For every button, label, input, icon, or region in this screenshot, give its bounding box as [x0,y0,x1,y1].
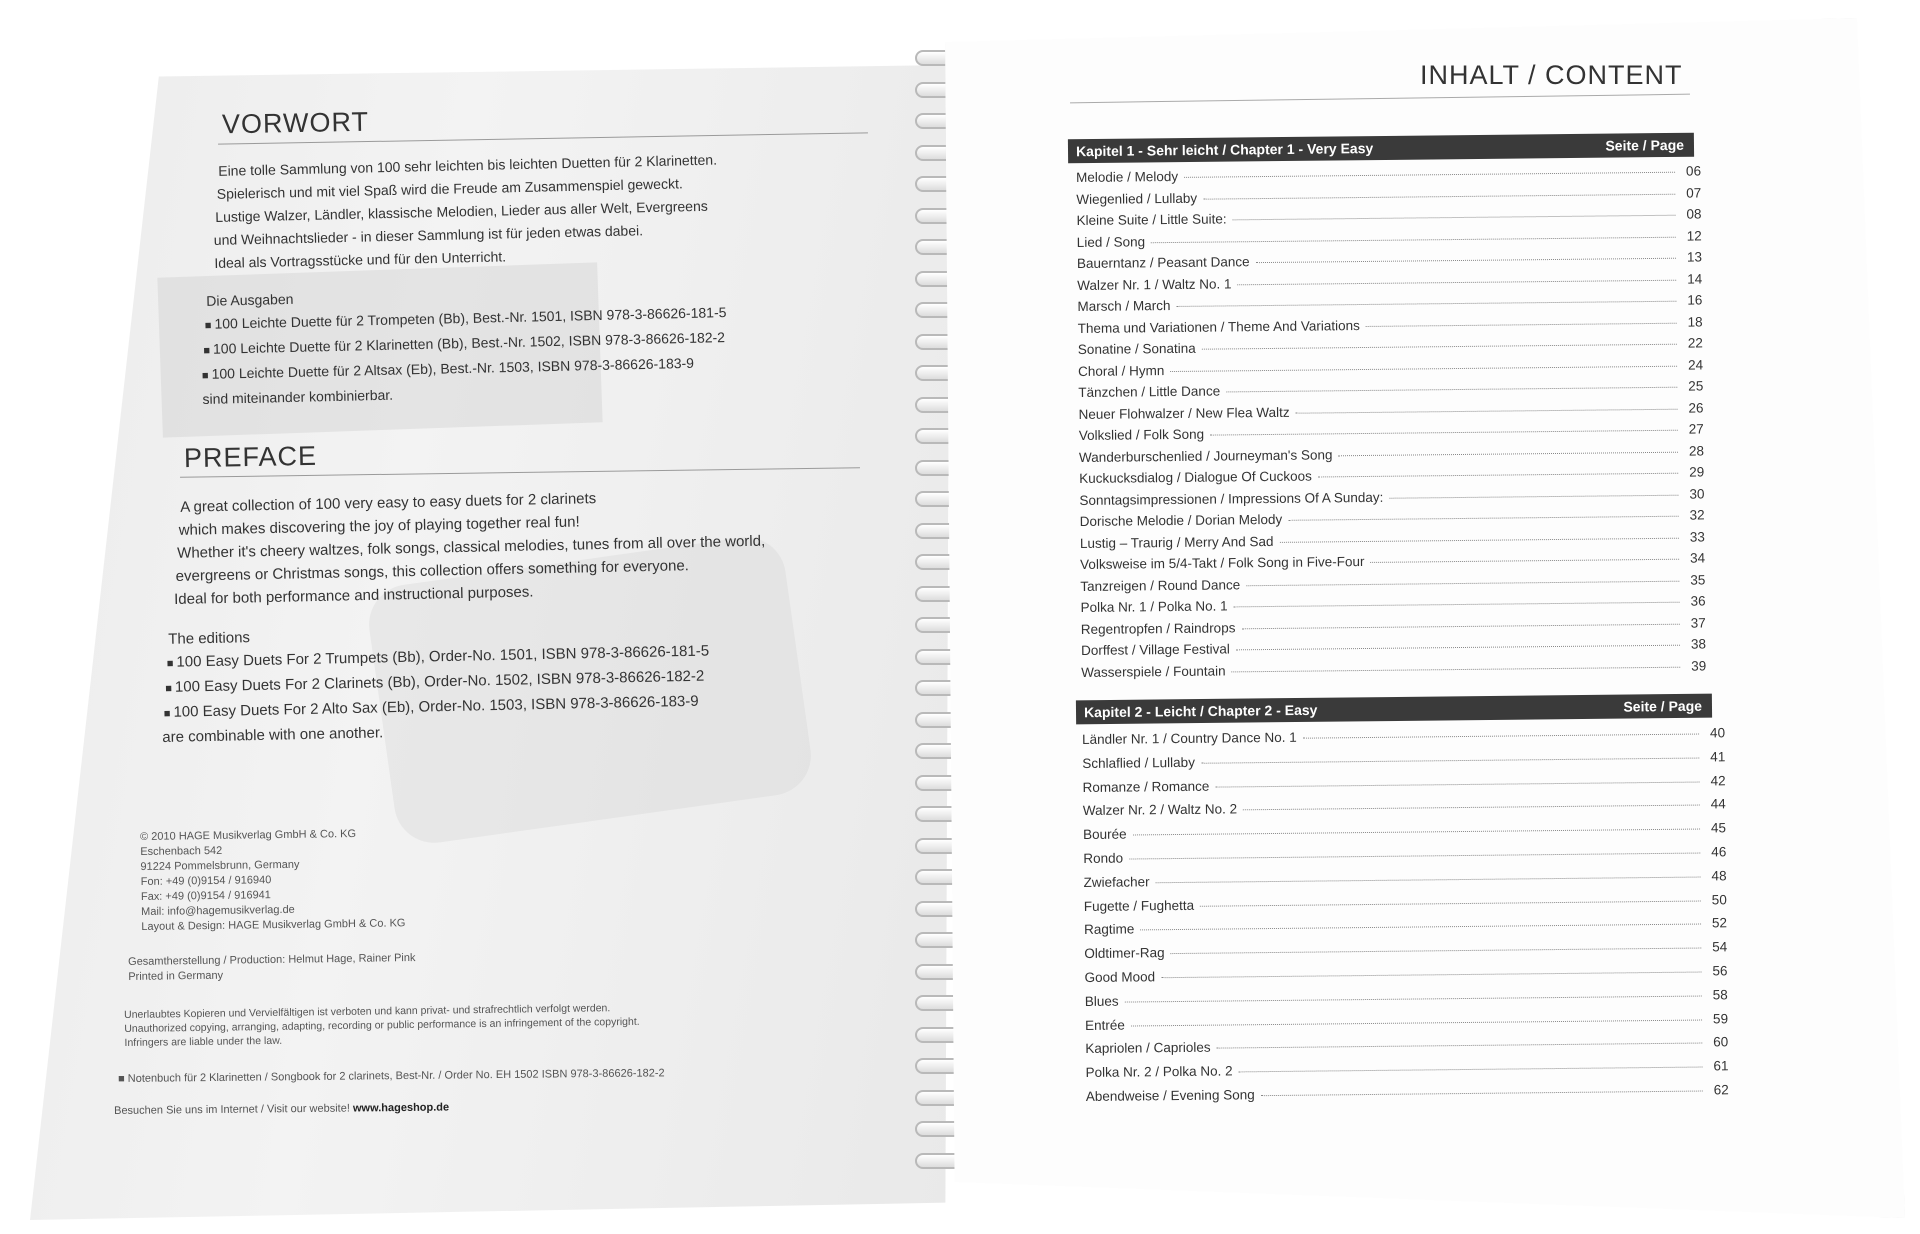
toc-entry-title: Volkslied / Folk Song [1078,426,1205,443]
imprint-line: 91224 Pommelsbrunn, Germany [140,858,300,873]
toc-entry-title: Ragtime [1083,921,1135,938]
toc-entry-page: 42 [1710,772,1726,789]
toc-entry-title: Regentropfen / Raindrops [1080,619,1236,637]
toc-dot-leader [1366,322,1677,326]
imprint-line: Layout & Design: HAGE Musikverlag GmbH & Co. KG [141,917,406,933]
toc-entry-page: 12 [1686,227,1702,244]
toc-entry-title: Neuer Flohwalzer / New Flea Waltz [1078,404,1290,422]
toc-entry-page: 38 [1690,636,1707,652]
edition-item: ■ 100 Easy Duets For 2 Trumpets (Bb), Order-No. 1501, ISBN 978-3-86626-181-5 [160,636,860,676]
toc-entry-title: Lied / Song [1076,233,1146,250]
edition-item: ■ 100 Easy Duets For 2 Alto Sax (Eb), Order-No. 1503, ISBN 978-3-86626-183-9 [162,686,862,726]
toc-entry-title: Schlaflied / Lullaby [1082,754,1195,771]
imprint-line: Eschenbach 542 [140,844,223,858]
toc-entry-title: Choral / Hymn [1078,362,1165,379]
toc-dot-leader [1203,193,1675,199]
edition-item: ■ 100 Easy Duets For 2 Clarinets (Bb), Order-No. 1502, ISBN 978-3-86626-182-2 [161,661,861,701]
toc-entry-title: Polka Nr. 2 / Polka No. 2 [1085,1063,1233,1081]
toc-entry-title: Rondo [1083,850,1124,866]
edition-item: ■ 100 Leichte Duette für 2 Klarinetten (Bb), Best.-Nr. 1502, ISBN 978-3-86626-182-2 [201,323,851,363]
copyright-line: Unauthorized copying, arranging, adapting, recording or public performance is an infringement of the copyright. [124,1015,640,1035]
toc-entry-page: 27 [1688,421,1704,437]
imprint-line: Fax: +49 (0)9154 / 916941 [140,889,271,903]
chapter-1-title: Kapitel 1 - Sehr leicht / Chapter 1 - Very Easy [1075,140,1374,160]
toc-entry-title: Tanzreigen / Round Dance [1080,576,1241,594]
chapter-1-toc [1076,163,1706,686]
toc-entry-page: 14 [1687,270,1703,287]
toc-entry-page: 26 [1688,399,1704,416]
toc-dot-leader [1170,365,1677,371]
preface-line: Whether it's cheery waltzes, folk songs, classical melodies, tunes from all over the world, [177,532,766,562]
preface-body [172,481,874,611]
toc-entry-title: Kleine Suite / Little Suite: [1076,211,1227,228]
toc-entry-title: Zwiefacher [1083,874,1150,890]
toc-entry-page: 41 [1710,749,1726,765]
toc-entry-title: Bourée [1082,826,1127,843]
toc-dot-leader [1232,666,1681,672]
toc-entry-page: 37 [1690,614,1706,631]
toc-entry-page: 44 [1710,796,1726,812]
toc-dot-leader [1236,645,1680,651]
toc-entry-page: 36 [1690,593,1706,609]
preface-line: A great collection of 100 very easy to easy duets for 2 clarinets [180,490,597,516]
toc-entry-page: 54 [1712,939,1728,955]
toc-dot-leader [1280,537,1679,542]
toc-entry-title: Volksweise im 5/4-Takt / Folk Song in Five-Four [1080,554,1365,572]
toc-entry-title: Abendweise / Evening Song [1085,1087,1255,1104]
website-prefix: Besuchen Sie uns im Internet / Visit our website! [114,1102,350,1117]
edition-item: ■ 100 Leichte Duette für 2 Altsax (Eb), Best.-Nr. 1503, ISBN 978-3-86626-183-9 [202,348,852,388]
toc-entry-page: 29 [1689,464,1705,480]
production-line: Gesamtherstellung / Production: Helmut Hage, Rainer Pink [128,951,416,968]
toc-entry-title: Sonntagsimpressionen / Impressions Of A Sunday: [1079,489,1384,508]
toc-dot-leader [1133,829,1700,836]
toc-dot-leader [1176,301,1676,307]
preface-line: which makes discovering the joy of playing together real fun! [178,513,580,539]
toc-entry-title: Melodie / Melody [1076,168,1179,185]
toc-entry-title: Good Mood [1084,969,1156,985]
chapter-2-toc [1082,725,1729,1112]
toc-dot-leader [1237,279,1676,285]
toc-dot-leader [1202,344,1677,350]
toc-entry-title: Tänzchen / Little Dance [1078,383,1221,400]
toc-entry-page: 22 [1687,335,1703,351]
toc-entry-page: 50 [1711,891,1727,907]
toc-dot-leader [1200,900,1701,906]
copyright-line: Unerlaubtes Kopieren und Vervielfältigen ist verboten und kann privat- und strafrechtlich verfolgt werden. [124,1002,611,1021]
toc-entry-title: Kuckucksdialog / Dialogue Of Cuckoos [1079,468,1312,486]
toc-dot-leader [1131,1019,1702,1026]
vorwort-line: Ideal als Vortragsstücke und für den Unterricht. [214,248,507,271]
toc-entry-page: 40 [1709,725,1726,741]
toc-entry-title: Lustig – Traurig / Merry And Sad [1079,533,1274,551]
toc-dot-leader [1125,995,1702,1002]
toc-dot-leader [1151,236,1676,242]
toc-entry-title: Oldtimer-Rag [1084,945,1165,962]
vorwort-heading: VORWORT [221,106,370,140]
toc-dot-leader [1256,258,1676,263]
toc-entry-page: 07 [1686,184,1702,201]
toc-entry-title: Thema und Variationen / Theme And Variations [1077,317,1360,336]
chapter-2-title: Kapitel 2 - Leicht / Chapter 2 - Easy [1083,701,1318,721]
toc-dot-leader [1171,948,1702,955]
toc-entry-title: Wanderburschenlied / Journeyman's Song [1078,446,1333,465]
toc-dot-leader [1261,1090,1703,1096]
preface-line: Ideal for both performance and instructional purposes. [173,583,534,608]
toc-dot-leader [1243,805,1700,811]
imprint-line: Fon: +49 (0)9154 / 916940 [140,874,272,888]
edition-item: ■ 100 Leichte Duette für 2 Trompeten (Bb), Best.-Nr. 1501, ISBN 978-3-86626-181-5 [201,298,851,338]
toc-dot-leader [1226,387,1677,393]
toc-dot-leader [1201,757,1699,763]
toc-entry-title: Dorffest / Village Festival [1080,641,1230,658]
toc-dot-leader [1389,494,1678,498]
toc-entry-title: Wasserspiele / Fountain [1081,662,1226,680]
toc-dot-leader [1217,1043,1703,1049]
toc-entry-page: 45 [1710,820,1727,836]
toc-entry-title: Bauerntanz / Peasant Dance [1076,254,1250,271]
content-title: INHALT / CONTENT [1420,60,1683,90]
toc-dot-leader [1233,215,1676,221]
toc-dot-leader [1156,876,1701,883]
toc-dot-leader [1140,924,1701,931]
toc-entry-page: 06 [1685,163,1702,179]
toc-entry-page: 32 [1689,507,1705,523]
toc-dot-leader [1239,1067,1703,1073]
order-line: ■ Notenbuch für 2 Klarinetten / Songbook for 2 clarinets, Best-Nr. / Order No. EH 1502 ISBN 978-3-86626-182-2 [118,1064,838,1087]
toc-entry-title: Ländler Nr. 1 / Country Dance No. 1 [1082,729,1297,747]
toc-entry-title: Walzer Nr. 1 / Waltz No. 1 [1077,275,1232,293]
toc-entry-title: Entrée [1084,1017,1125,1033]
copyright-line: Infringers are liable under the law. [124,1034,283,1049]
toc-dot-leader [1246,580,1679,586]
toc-entry-page: 52 [1711,915,1728,931]
toc-entry-page: 13 [1686,249,1703,265]
toc-entry-page: 48 [1711,868,1727,884]
toc-dot-leader [1184,172,1675,178]
toc-entry-page: 08 [1686,206,1702,222]
editions-title: The editions [168,629,251,648]
toc-entry-page: 46 [1711,844,1727,860]
toc-dot-leader [1296,408,1678,413]
toc-entry-title: Polka Nr. 1 / Polka No. 1 [1080,598,1228,615]
toc-entry-title: Marsch / March [1077,298,1171,314]
vorwort-line: Spielerisch und mit viel Spaß wird die Freude am Zusammenspiel geweckt. [216,175,683,202]
toc-entry-title: Romanze / Romance [1082,778,1210,795]
editions-footer: are combinable with one another. [162,724,384,746]
toc-dot-leader [1241,623,1679,629]
production-line: Printed in Germany [128,969,224,983]
toc-entry-page: 28 [1688,442,1705,459]
toc-entry-page: 61 [1713,1058,1729,1074]
toc-dot-leader [1234,602,1680,608]
vorwort-line: Eine tolle Sammlung von 100 sehr leichten bis leichten Duetten für 2 Klarinetten. [218,151,718,179]
toc-dot-leader [1318,473,1678,478]
imprint-line: © 2010 HAGE Musikverlag GmbH & Co. KG [140,827,357,843]
toc-entry-page: 33 [1689,528,1705,545]
production-block [128,949,548,985]
preface-line: evergreens or Christmas songs, this collection offers something for everyone. [175,557,690,585]
toc-entry-page: 58 [1712,987,1728,1003]
toc-dot-leader [1370,559,1679,563]
toc-entry-page: 56 [1712,963,1728,979]
imprint-line: Mail: info@hagemusikverlag.de [141,903,295,918]
vorwort-body [212,146,834,275]
toc-entry-title: Sonatine / Sonatina [1077,340,1196,357]
toc-entry-page: 25 [1688,378,1704,394]
toc-dot-leader [1215,781,1699,787]
toc-entry-page: 18 [1687,313,1703,330]
vorwort-line: und Weihnachtslieder - in dieser Sammlung ist für jeden etwas dabei. [213,222,644,248]
toc-entry-page: 30 [1689,485,1705,502]
vorwort-line: Lustige Walzer, Ländler, klassische Melodien, Lieder aus aller Welt, Evergreens [215,197,708,225]
vorwort-editions [200,275,853,411]
website-link[interactable]: www.hageshop.de [352,1101,450,1115]
toc-dot-leader [1129,853,1700,860]
toc-entry-page: 16 [1687,292,1703,308]
toc-entry-page: 59 [1712,1010,1729,1026]
toc-entry-page: 24 [1687,356,1704,373]
toc-dot-leader [1161,971,1701,978]
preface-editions [160,613,862,749]
toc-entry-page: 60 [1713,1034,1729,1050]
imprint-block [140,824,561,935]
toc-entry-page: 62 [1713,1082,1729,1098]
toc-dot-leader [1303,734,1699,739]
chapter-1-page-label: Seite / Page [1605,136,1685,154]
toc-entry-page: 39 [1691,657,1707,674]
editions-footer: sind miteinander kombinierbar. [202,386,394,407]
toc-dot-leader [1288,516,1678,521]
toc-entry-page: 35 [1690,571,1706,588]
toc-entry-title: Kapriolen / Caprioles [1085,1040,1211,1057]
toc-entry-title: Fugette / Fughetta [1083,897,1195,914]
toc-entry-title: Wiegenlied / Lullaby [1076,190,1198,207]
toc-dot-leader [1338,451,1678,456]
toc-dot-leader [1210,430,1678,436]
editions-title: Die Ausgaben [206,290,294,309]
toc-entry-title: Walzer Nr. 2 / Waltz No. 2 [1082,801,1238,819]
chapter-2-page-label: Seite / Page [1623,697,1703,715]
toc-entry-title: Dorische Melodie / Dorian Melody [1079,511,1283,529]
toc-entry-title: Blues [1084,993,1119,1009]
preface-heading: PREFACE [183,440,318,474]
toc-entry-page: 34 [1689,550,1706,566]
